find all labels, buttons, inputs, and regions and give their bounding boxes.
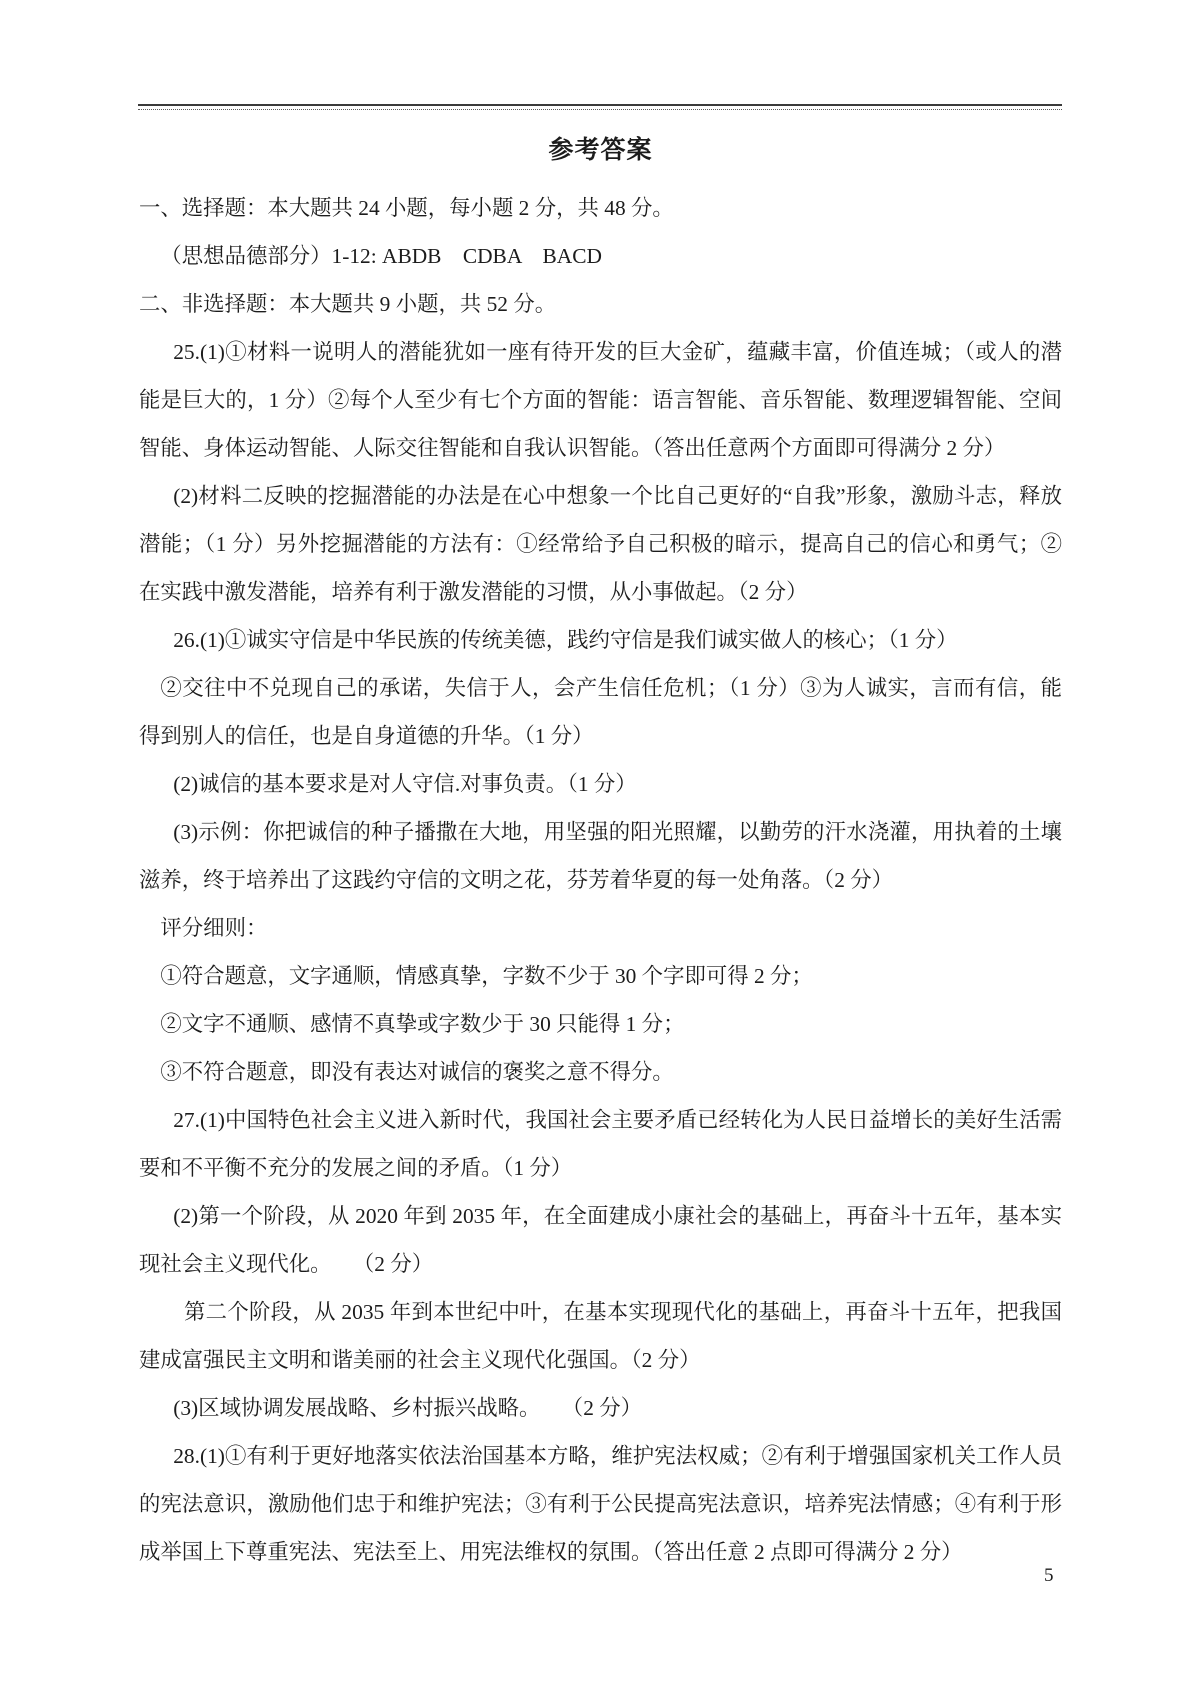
answer-paragraph: ①符合题意，文字通顺，情感真挚，字数不少于 30 个字即可得 2 分； [160, 964, 813, 988]
answer-paragraph: 26.(1)①诚实守信是中华民族的传统美德，践约守信是我们诚实做人的核心；（1 分） [173, 628, 958, 652]
answer-paragraph: ②交往中不兑现自己的承诺，失信于人，会产生信任危机；（1 分）③为人诚实，言而有信，能得到别人的信任，也是自身道德的升华。（1 分） [139, 676, 1062, 748]
answers-body [139, 184, 1062, 1576]
answer-paragraph: (2)诚信的基本要求是对人守信.对事负责。（1 分） [173, 772, 637, 796]
answer-paragraph: 二、非选择题：本大题共 9 小题，共 52 分。 [139, 292, 557, 316]
answer-paragraph: (3)示例：你把诚信的种子播撒在大地，用坚强的阳光照耀，以勤劳的汗水浇灌，用执着的土壤滋养，终于培养出了这践约守信的文明之花，芬芳着华夏的每一处角落。（2 分） [139, 820, 1062, 892]
answer-paragraph: (2)第一个阶段，从 2020 年到 2035 年，在全面建成小康社会的基础上，再奋斗十五年，基本实现社会主义现代化。 （2 分） [139, 1204, 1062, 1276]
answer-paragraph: (3)区域协调发展战略、乡村振兴战略。 （2 分） [173, 1396, 643, 1420]
header-divider [138, 104, 1062, 110]
answer-paragraph: （思想品德部分）1-12: ABDB CDBA BACD [160, 244, 602, 268]
document-title: 参考答案 [548, 137, 653, 164]
answer-paragraph: 28.(1)①有利于更好地落实依法治国基本方略，维护宪法权威；②有利于增强国家机关工作人员的宪法意识，激励他们忠于和维护宪法；③有利于公民提高宪法意识，培养宪法情感；④有利于形成举国上下尊重宪法、宪法至上、用宪法维权的氛围。（答出任意 2 点即可得满分 2 分） [139, 1444, 1062, 1564]
answer-paragraph: ③不符合题意，即没有表达对诚信的褒奖之意不得分。 [160, 1060, 674, 1084]
answer-paragraph: 25.(1)①材料一说明人的潜能犹如一座有待开发的巨大金矿，蕴藏丰富，价值连城；（或人的潜能是巨大的，1 分）②每个人至少有七个方面的智能：语言智能、音乐智能、数理逻辑智能、空间智能、身体运动智能、人际交往智能和自我认识智能。（答出任意两个方面即可得满分 2 分） [139, 340, 1062, 460]
answer-paragraph: 评分细则： [160, 916, 268, 940]
answer-paragraph: 27.(1)中国特色社会主义进入新时代，我国社会主要矛盾已经转化为人民日益增长的美好生活需要和不平衡不充分的发展之间的矛盾。（1 分） [139, 1108, 1062, 1180]
answers-content [139, 130, 1062, 1576]
page-number: 5 [1044, 1565, 1054, 1586]
answer-paragraph: 一、选择题：本大题共 24 小题，每小题 2 分，共 48 分。 [139, 196, 674, 220]
answer-paragraph: 第二个阶段，从 2035 年到本世纪中叶，在基本实现现代化的基础上，再奋斗十五年，把我国建成富强民主文明和谐美丽的社会主义现代化强国。（2 分） [139, 1300, 1062, 1372]
answer-paragraph: (2)材料二反映的挖掘潜能的办法是在心中想象一个比自己更好的“自我”形象，激励斗志，释放潜能；（1 分）另外挖掘潜能的方法有：①经常给予自己积极的暗示，提高自己的信心和勇气；②在实践中激发潜能，培养有利于激发潜能的习惯，从小事做起。（2 分） [139, 484, 1062, 604]
answer-paragraph: ②文字不通顺、感情不真挚或字数少于 30 只能得 1 分； [160, 1012, 685, 1036]
